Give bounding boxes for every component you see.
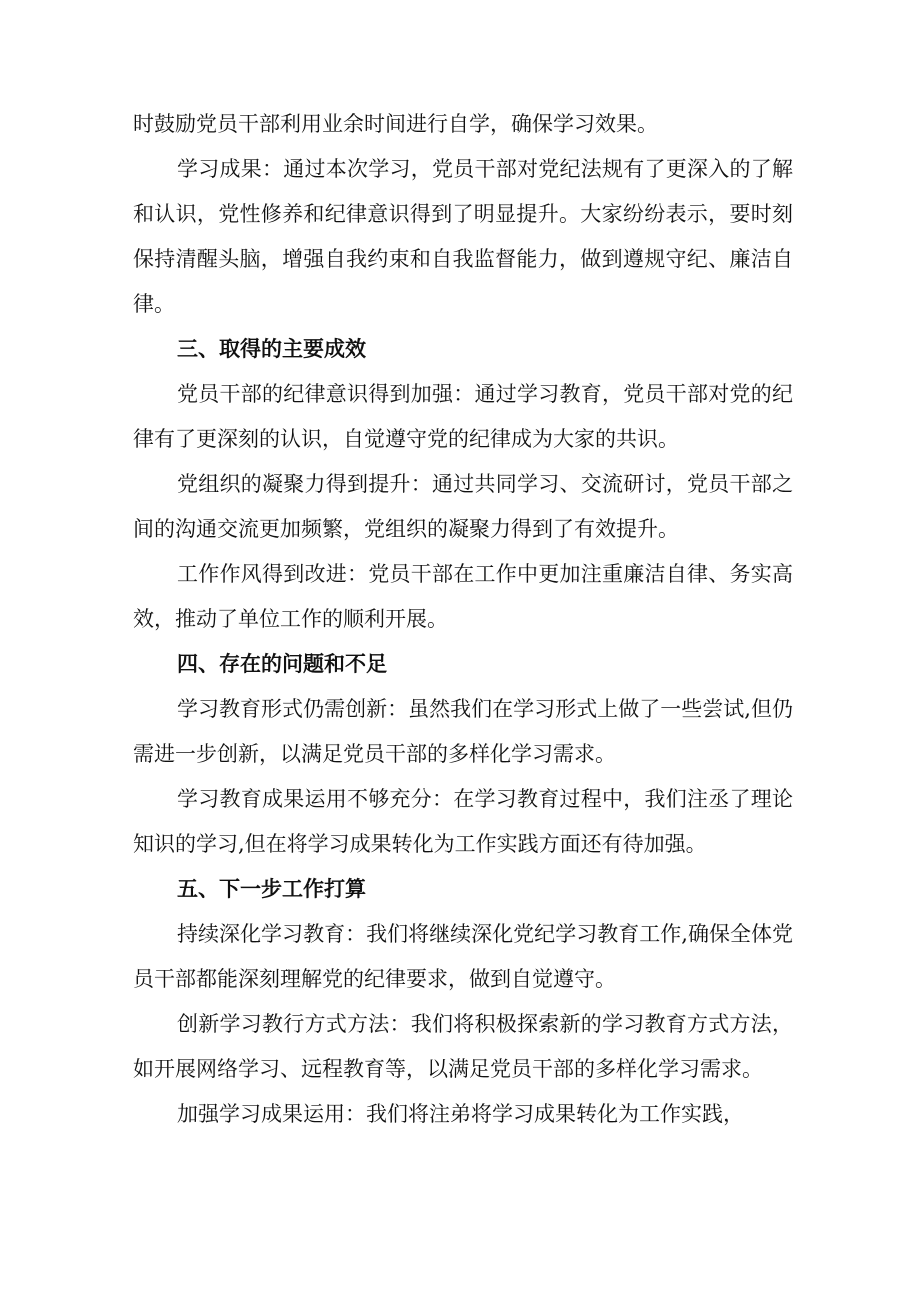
paragraph-continued: 时鼓励党员干部利用业余时间进行自学，确保学习效果。 bbox=[133, 112, 658, 136]
section-heading-problems: 四、存在的问题和不足 bbox=[177, 652, 387, 676]
paragraph-innovate-methods: 创新学习教行方式方法：我们将积极探索新的学习教育方式方法，如开展网络学习、远程教育等，以满足党员干部的多样化学习需求。 bbox=[133, 1012, 793, 1081]
section-heading-achievements: 三、取得的主要成效 bbox=[177, 337, 366, 361]
document-page bbox=[133, 102, 793, 1137]
paragraph-cohesion: 党组织的凝聚力得到提升：通过共同学习、交流研讨，党员干部之间的沟通交流更加频繁，党组织的凝聚力得到了有效提升。 bbox=[133, 472, 793, 541]
paragraph-learning-results: 学习成果：通过本次学习，党员干部对党纪法规有了更深入的了解和认识，党性修养和纪律意识得到了明显提升。大家纷纷表示，要时刻保持清醒头脑，增强自我约束和自我监督能力，做到遵规守纪、廉洁自律。 bbox=[133, 157, 793, 316]
paragraph-work-style: 工作作风得到改进：党员干部在工作中更加注重廉洁自律、务实高效，推动了单位工作的顺利开展。 bbox=[133, 562, 793, 631]
paragraph-form-innovation: 学习教育形式仍需创新：虽然我们在学习形式上做了一些尝试,但仍需进一步创新，以满足党员干部的多样化学习需求。 bbox=[133, 697, 793, 766]
section-heading-next-steps: 五、下一步工作打算 bbox=[177, 877, 366, 901]
paragraph-results-application: 学习教育成果运用不够充分：在学习教育过程中，我们注丞了理论知识的学习,但在将学习成果转化为工作实践方面还有待加强。 bbox=[133, 787, 793, 856]
paragraph-strengthen-application: 加强学习成果运用：我们将注弟将学习成果转化为工作实践， bbox=[177, 1102, 744, 1126]
paragraph-deepen-education: 持续深化学习教育：我们将继续深化党纪学习教育工作,确保全体党员干部都能深刻理解党的纪律要求，做到自觉遵守。 bbox=[133, 922, 793, 991]
paragraph-discipline-awareness: 党员干部的纪律意识得到加强：通过学习教育，党员干部对党的纪律有了更深刻的认识，自觉遵守党的纪律成为大家的共识。 bbox=[133, 382, 793, 451]
